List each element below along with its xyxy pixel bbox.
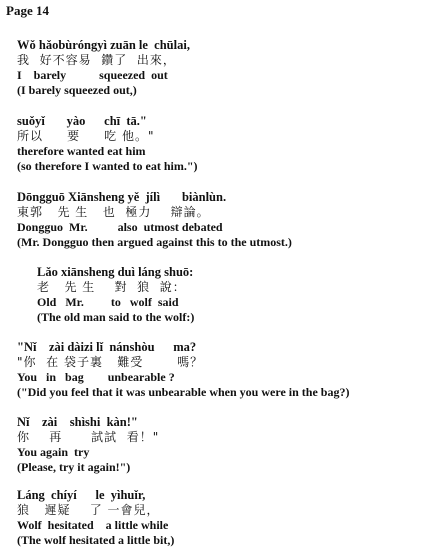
gloss-line: Dongguo Mr. also utmost debated [17, 220, 223, 234]
page-number: Page 14 [6, 3, 49, 18]
sentence-block-6 [17, 415, 422, 475]
sentence-block-5 [17, 340, 422, 400]
sentence-block-2 [17, 114, 422, 174]
gloss-line: Wolf hesitated a little while [17, 518, 169, 532]
translation-line: (I barely squeezed out,) [17, 83, 137, 97]
hanzi-line: "你 在 袋子裏 難受 嗎？ [17, 355, 204, 369]
gloss-line: therefore wanted eat him [17, 144, 146, 158]
hanzi-line: 你 再 試試 看！" [17, 430, 160, 444]
translation-line: (Mr. Dongguo then argued against this to the utmost.) [17, 235, 292, 249]
translation-line: (The wolf hesitated a little bit,) [17, 533, 175, 547]
hanzi-line: 老 先 生 對 狼 說： [37, 280, 186, 294]
sentence-block-3 [17, 190, 422, 250]
gloss-line: You in bag unbearable ? [17, 370, 175, 384]
translation-line: (The old man said to the wolf:) [37, 310, 195, 324]
translation-line: (Please, try it again!") [17, 460, 131, 474]
pinyin-line: Wǒ hǎobùróngyì zuān le chūlai, [17, 38, 190, 52]
translation-line: ("Did you feel that it was unbearable when you were in the bag?) [17, 385, 350, 399]
hanzi-line: 所以 要 吃 他。" [17, 129, 155, 143]
gloss-line: You again try [17, 445, 90, 459]
translation-line: (so therefore I wanted to eat him.") [17, 159, 198, 173]
hanzi-line: 東郭 先 生 也 極力 辯論。 [17, 205, 210, 219]
pinyin-line: suǒyǐ yào chī tā." [17, 114, 147, 128]
sentence-block-7 [17, 488, 422, 548]
hanzi-line: 我 好不容易 鑽了 出來， [17, 53, 176, 67]
hanzi-line: 狼 遲疑 了 一會兒， [17, 503, 160, 517]
sentence-block-4 [37, 265, 425, 325]
pinyin-line: Dōngguō Xiānsheng yě jílì biànlùn. [17, 190, 227, 204]
sentence-block-1 [17, 38, 422, 98]
gloss-line: I barely squeezed out [17, 68, 168, 82]
pinyin-line: "Nǐ zài dàizi lǐ nánshòu ma? [17, 340, 197, 354]
pinyin-line: Nǐ zài shìshi kàn!" [17, 415, 138, 429]
gloss-line: Old Mr. to wolf said [37, 295, 179, 309]
pinyin-line: Láng chíyí le yìhuǐr, [17, 488, 146, 502]
pinyin-line: Lǎo xiānsheng duì láng shuō: [37, 265, 194, 279]
